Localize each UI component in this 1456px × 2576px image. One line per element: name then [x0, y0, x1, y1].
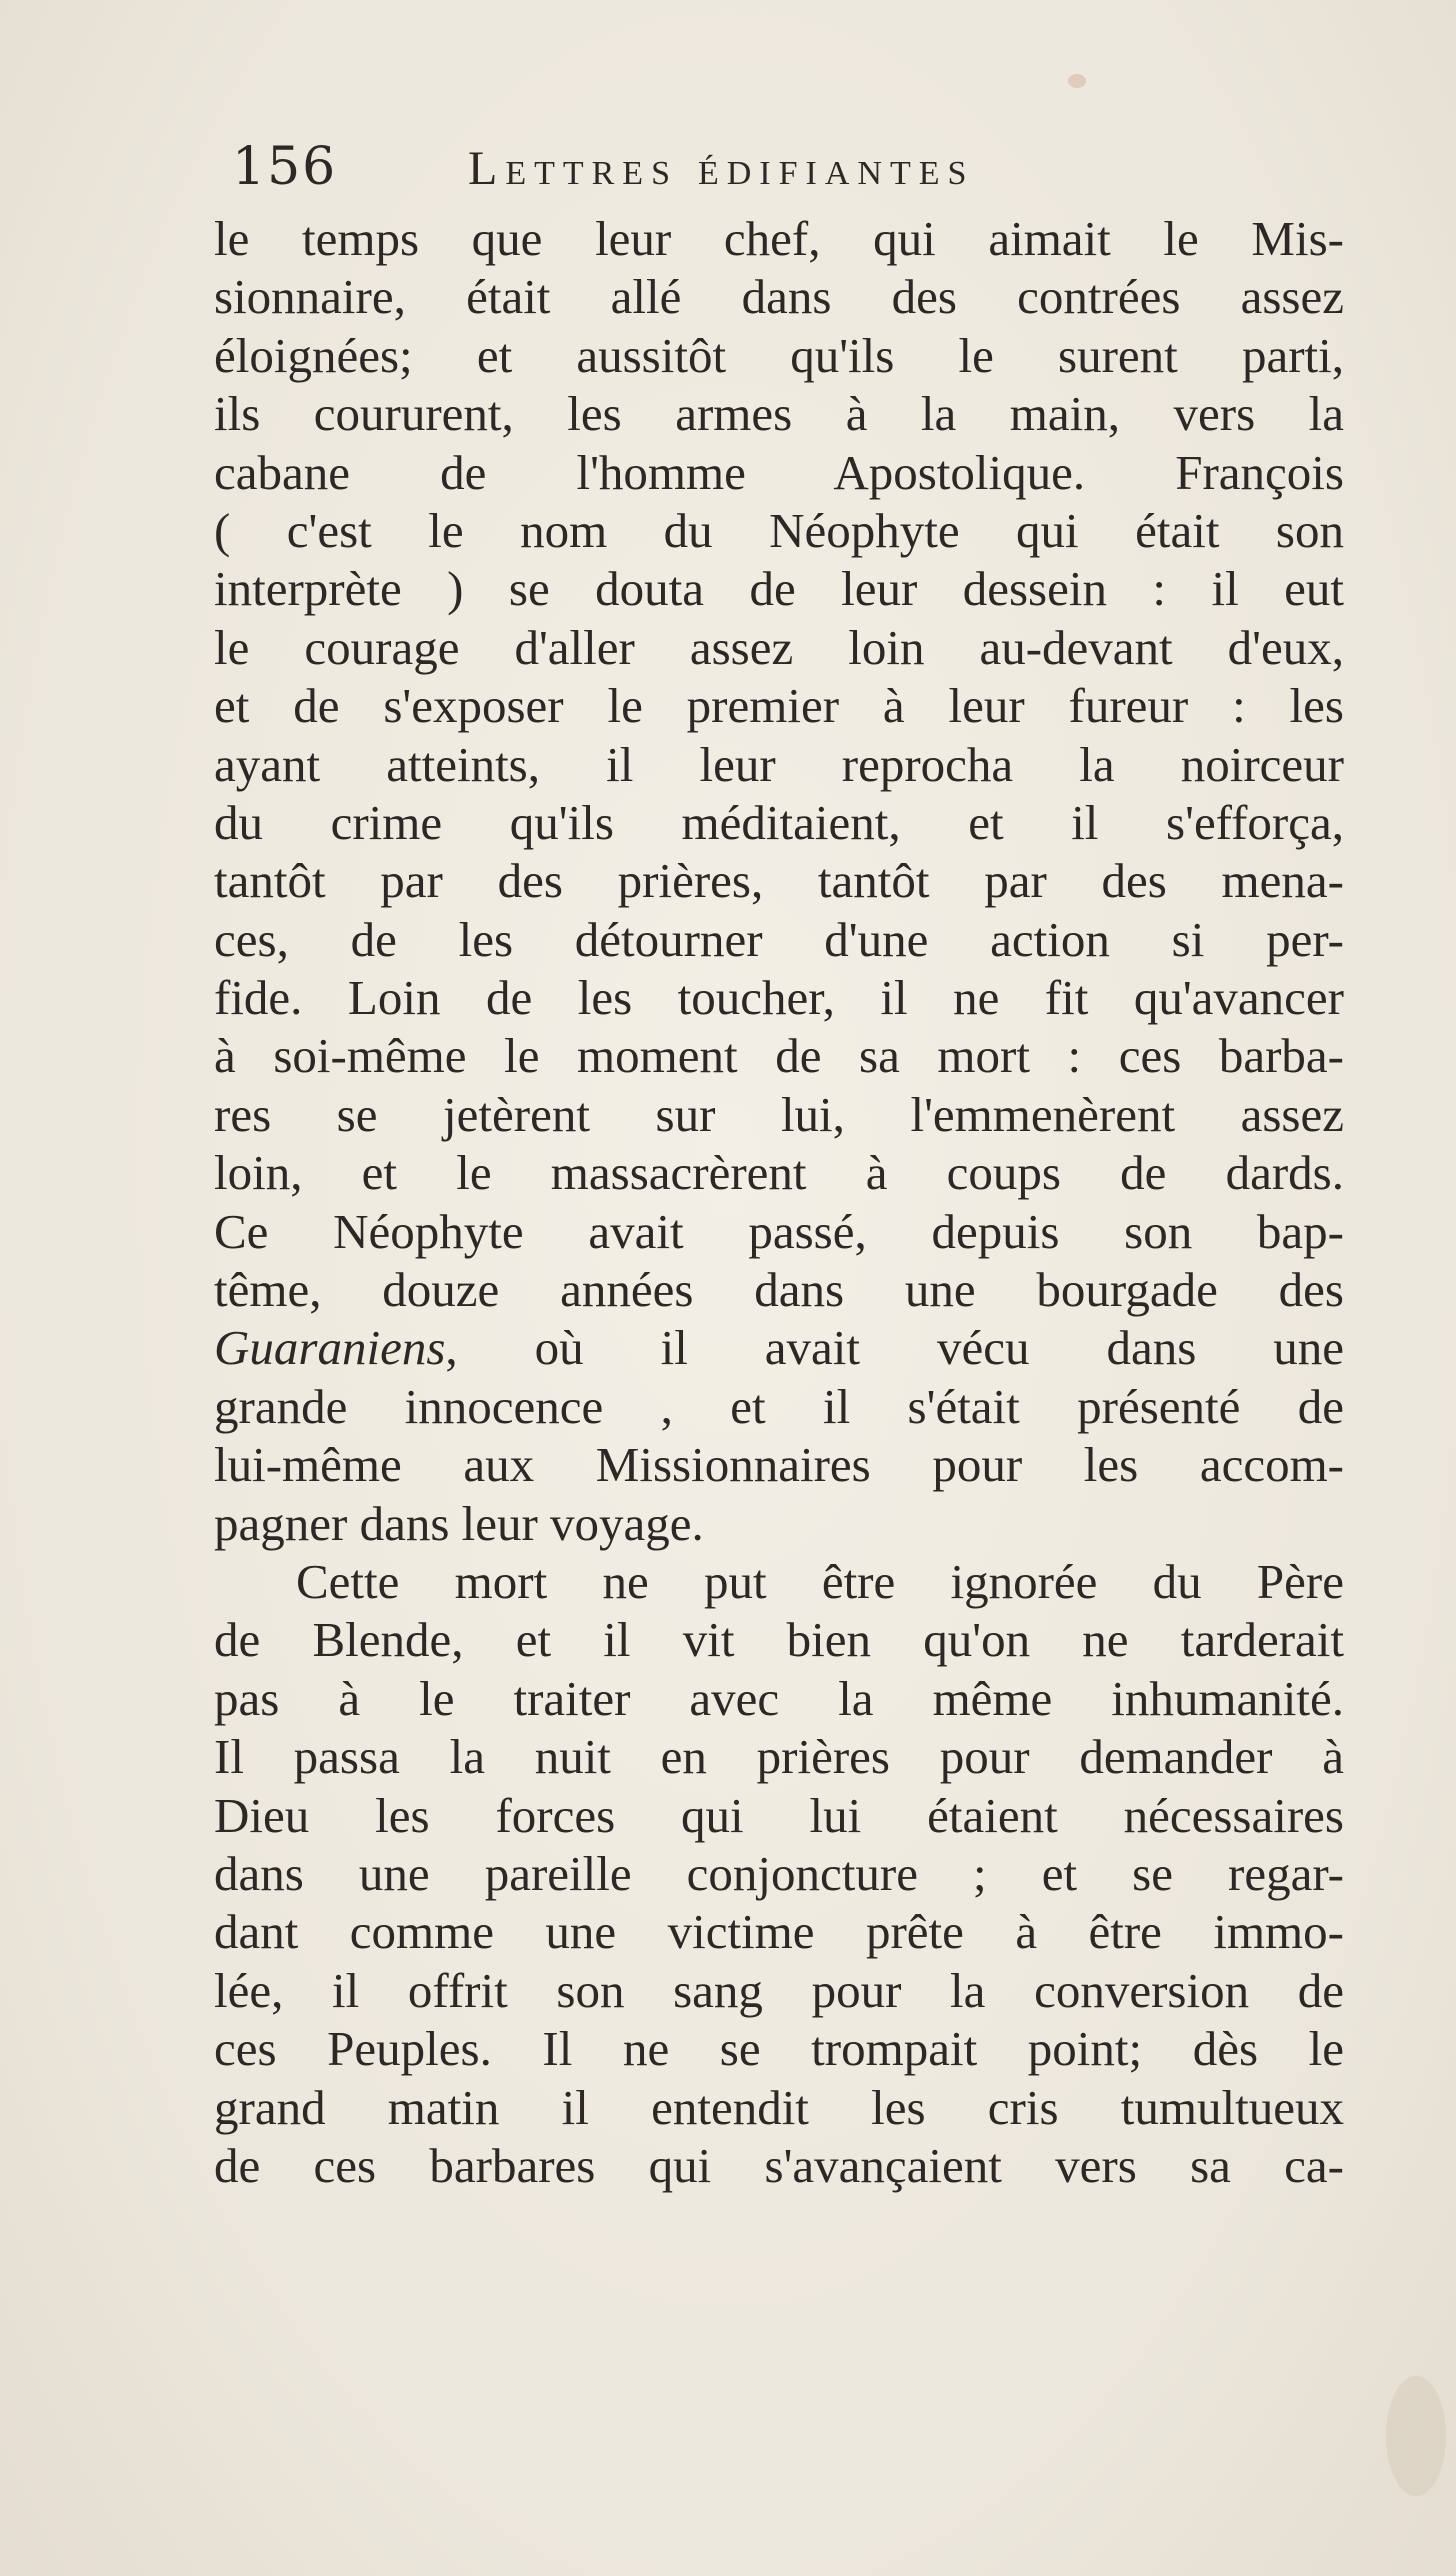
text-line: tantôt par des prières, tantôt par des mena- — [214, 853, 1344, 909]
text-line: dant comme une victime prête à être immo- — [214, 1904, 1344, 1960]
text-line: grand matin il entendit les cris tumultueux — [214, 2079, 1344, 2135]
page-number: 156 — [232, 137, 338, 197]
text-line: pas à le traiter avec la même inhumanité. — [214, 1670, 1344, 1726]
running-title: Lettres édifiantes — [468, 142, 975, 195]
paper-stain — [1068, 74, 1086, 88]
page-header — [210, 132, 1340, 202]
text-line: lée, il offrit son sang pour la conversion de — [214, 1962, 1344, 2018]
text-line: le temps que leur chef, qui aimait le Mis- — [214, 211, 1344, 266]
text-line: à soi-même le moment de sa mort : ces barba- — [214, 1028, 1344, 1084]
body-text — [214, 210, 1344, 2195]
text-line: ( c'est le nom du Néophyte qui était son — [214, 502, 1344, 558]
italic-place-name: Guaraniens — [214, 1320, 446, 1376]
text-line: de Blende, et il vit bien qu'on ne tarderait — [214, 1612, 1344, 1668]
text-line-rest: , où il avait vécu dans une — [445, 1320, 1344, 1376]
text-line: res se jetèrent sur lui, l'emmenèrent assez — [214, 1086, 1344, 1142]
text-line: ces, de les détourner d'une action si per- — [214, 911, 1344, 967]
text-line: du crime qu'ils méditaient, et il s'efforça, — [214, 794, 1344, 850]
text-line: Dieu les forces qui lui étaient nécessaires — [214, 1787, 1344, 1843]
text-line: pagner dans leur voyage. — [214, 1495, 704, 1551]
text-line: cabane de l'homme Apostolique. François — [214, 444, 1344, 500]
text-line: le courage d'aller assez loin au-devant d'eux, — [214, 619, 1344, 675]
text-line: lui-même aux Missionnaires pour les accom- — [214, 1437, 1344, 1493]
text-line: Ce Néophyte avait passé, depuis son bap- — [214, 1203, 1344, 1259]
text-line: fide. Loin de les toucher, il ne fit qu'avancer — [214, 970, 1344, 1026]
text-line: et de s'exposer le premier à leur fureur : les — [214, 678, 1344, 734]
text-line: Il passa la nuit en prières pour demander à — [214, 1729, 1344, 1785]
text-line: grande innocence , et il s'était présenté de — [214, 1378, 1344, 1434]
text-line: tême, douze années dans une bourgade des — [214, 1262, 1344, 1318]
text-line — [214, 1319, 1344, 1377]
text-line: interprète ) se douta de leur dessein : il eut — [214, 561, 1344, 617]
text-line: de ces barbares qui s'avançaient vers sa ca- — [214, 2137, 1344, 2193]
text-line: sionnaire, était allé dans des contrées assez — [214, 269, 1344, 325]
paper-stain — [1386, 2376, 1446, 2496]
text-line: éloignées; et aussitôt qu'ils le surent parti, — [214, 327, 1344, 383]
text-line: loin, et le massacrèrent à coups de dards. — [214, 1145, 1344, 1201]
text-line: ces Peuples. Il ne se trompait point; dès le — [214, 2021, 1344, 2077]
text-line: dans une pareille conjoncture ; et se regar- — [214, 1845, 1344, 1901]
text-line: ayant atteints, il leur reprocha la noirceur — [214, 736, 1344, 792]
text-line: ils coururent, les armes à la main, vers la — [214, 386, 1344, 442]
paragraph-first-line: Cette mort ne put être ignorée du Père — [296, 1553, 1344, 1609]
